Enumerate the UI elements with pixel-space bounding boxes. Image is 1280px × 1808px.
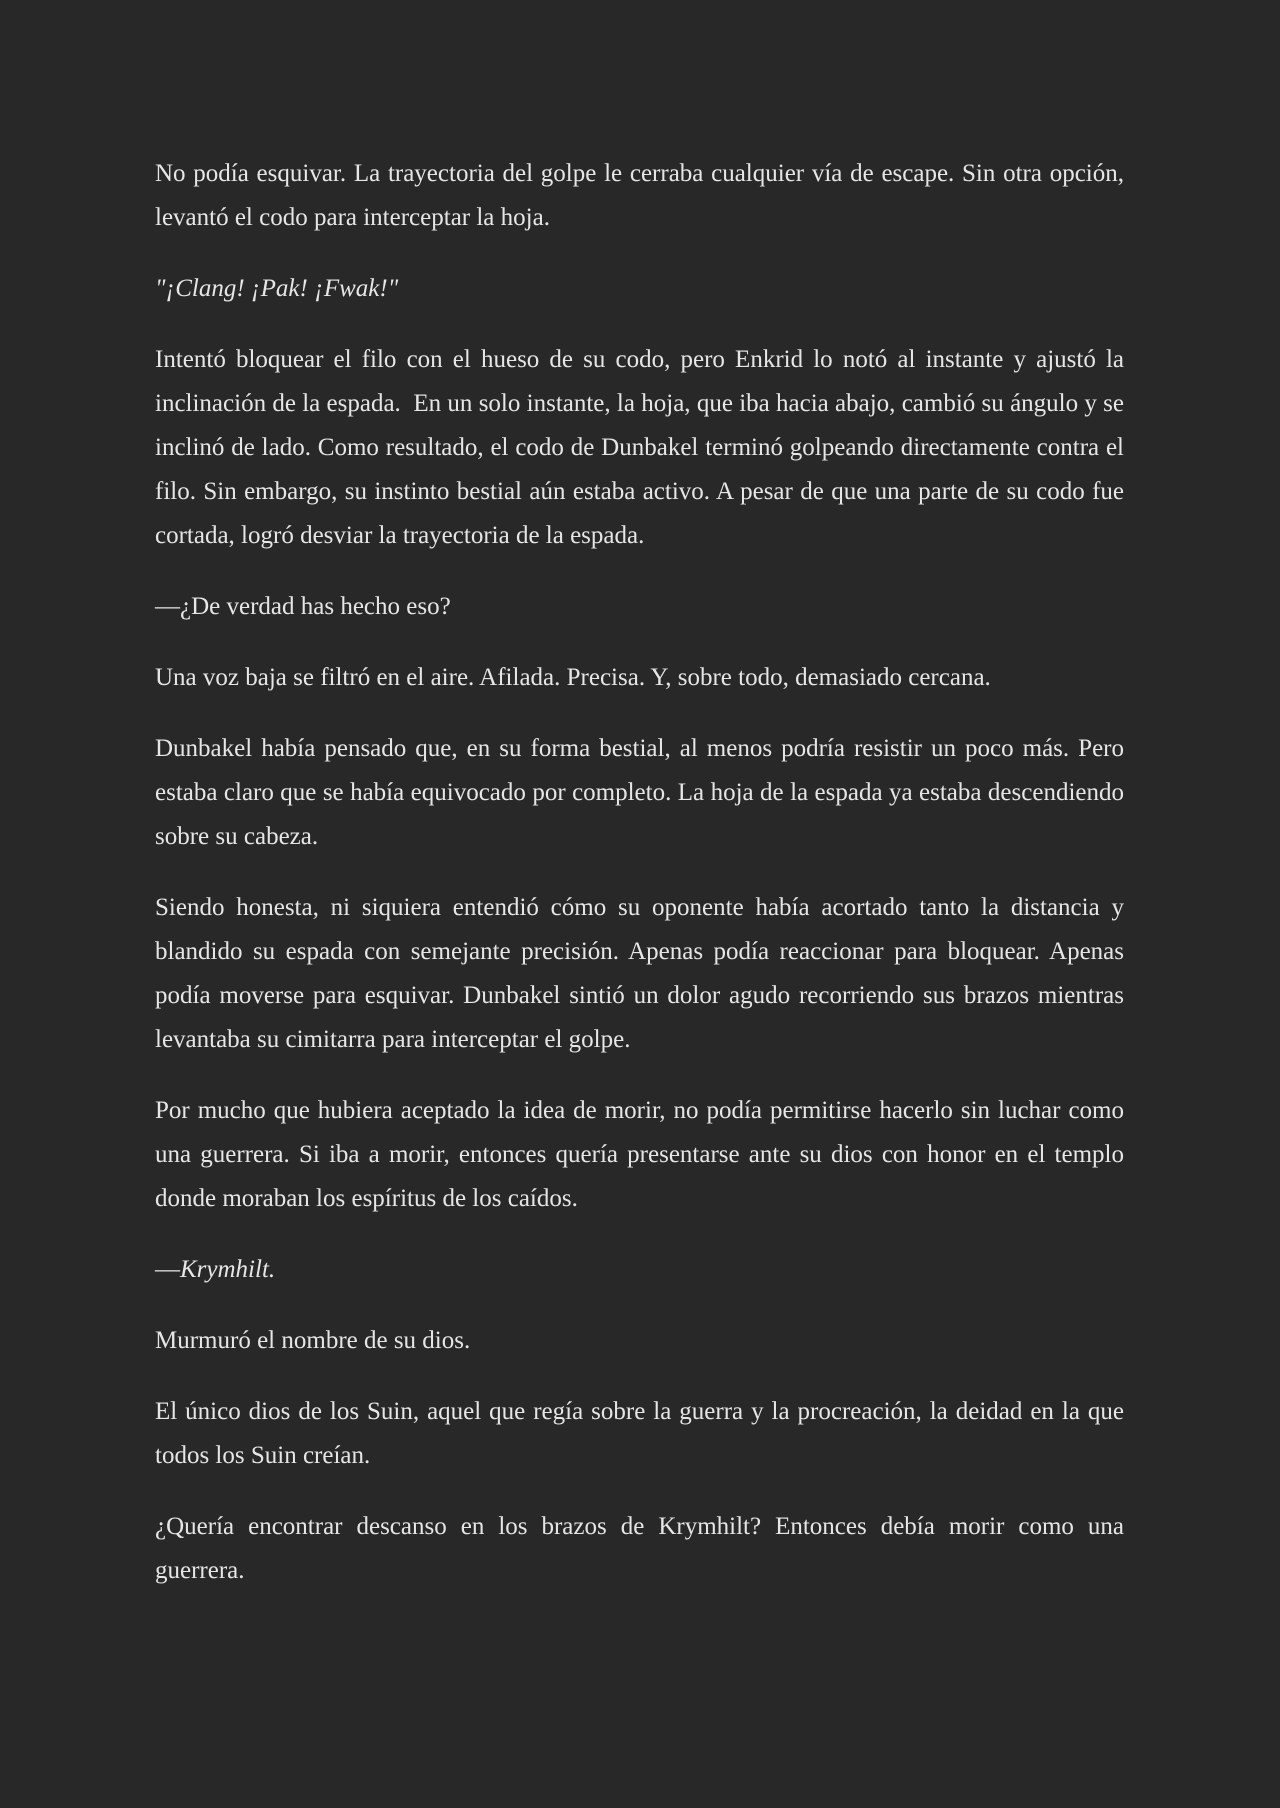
paragraph-12: ¿Quería encontrar descanso en los brazos de Krymhilt? Entonces debía morir como una guerrera. [155,1513,1131,1584]
sound-effect-line: "¡Clang! ¡Pak! ¡Fwak!" [155,275,399,302]
paragraph-8: Por mucho que hubiera aceptado la idea de morir, no podía permitirse hacerlo sin luchar como una guerrera. Si iba a morir, entonces quería presentarse ante su dios con honor en el templo donde moraban los espíritus de los caídos. [155,1097,1131,1212]
paragraph-11: El único dios de los Suin, aquel que regía sobre la guerra y la procreación, la deidad en la que todos los Suin creían. [155,1398,1131,1469]
paragraph-3: Intentó bloquear el filo con el hueso de su codo, pero Enkrid lo notó al instante y ajustó la inclinación de la espada. En un solo instante, la hoja, que iba hacia abajo, cambió su ángulo y se inclinó de lado. Como resultado, el codo de Dunbakel terminó golpeando directamente contra el filo. Sin embargo, su instinto bestial aún estaba activo. A pesar de que una parte de su codo fue cortada, logró desviar la trayectoria de la espada. [155,346,1131,549]
dialogue-line-2 [155,1248,1124,1292]
paragraph-6: Dunbakel había pensado que, en su forma bestial, al menos podría resistir un poco más. Pero estaba claro que se había equivocado por completo. La hoja de la espada ya estaba descendiendo sobre su cabeza. [155,735,1131,850]
dialogue-name: Krymhilt. [180,1256,276,1283]
paragraph-1: No podía esquivar. La trayectoria del golpe le cerraba cualquier vía de escape. Sin otra opción, levantó el codo para interceptar la hoja. [155,160,1131,231]
dialogue-dash: — [155,1256,180,1283]
dialogue-line-1: —¿De verdad has hecho eso? [155,593,451,620]
paragraph-7: Siendo honesta, ni siquiera entendió cómo su oponente había acortado tanto la distancia y blandido su espada con semejante precisión. Apenas podía reaccionar para bloquear. Apenas podía moverse para esquivar. Dunbakel sintió un dolor agudo recorriendo sus brazos mientras levantaba su cimitarra para interceptar el golpe. [155,894,1131,1053]
paragraph-5: Una voz baja se filtró en el aire. Afilada. Precisa. Y, sobre todo, demasiado cercana. [155,664,991,691]
paragraph-10: Murmuró el nombre de su dios. [155,1327,471,1354]
